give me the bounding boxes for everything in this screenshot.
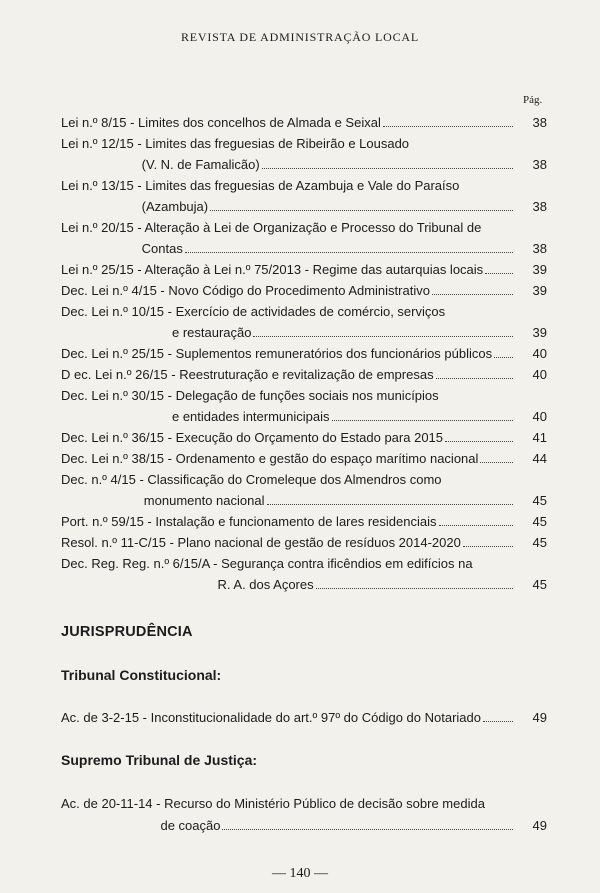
entry-title: Alteração à Lei de Organização e Processo do Tribunal de [144, 220, 482, 235]
entry-page-number: 45 [532, 577, 547, 592]
entry-title: Suplementos remuneratórios dos funcionários públicos [175, 346, 493, 361]
dot-leader [332, 408, 513, 421]
entry-page-number: 39 [532, 262, 547, 277]
dot-leader [436, 366, 513, 379]
dot-leader [494, 345, 513, 358]
dot-leader [463, 534, 513, 547]
entry-reference: Lei n.º 20/15 [61, 220, 134, 235]
index-entry [61, 301, 547, 343]
entry-separator: - [126, 115, 139, 130]
entry-title: Segurança contra ificêndios em edifícios na [221, 556, 473, 571]
entry-title-continuation: e entidades intermunicipais [171, 409, 330, 424]
dot-leader [222, 817, 513, 830]
entry-separator: - [152, 796, 165, 811]
entry-page-number: 39 [532, 283, 547, 298]
index-entry [61, 553, 547, 595]
entry-title: Limites das freguesias de Azambuja e Vale do Paraíso [145, 178, 460, 193]
section-title-jurisprudence: JURISPRUDÊNCIA [61, 624, 193, 640]
dot-leader [432, 282, 513, 295]
court-entries-supreme [61, 793, 547, 837]
page-column-label: Pág. [523, 94, 543, 106]
entry-reference: Dec. Lei n.º 36/15 [61, 430, 165, 445]
entry-separator: - [133, 262, 145, 277]
index-entry [61, 343, 547, 364]
dot-leader [267, 492, 514, 505]
entry-reference: Lei n.º 13/15 [61, 178, 134, 193]
entry-title: Reestruturação e revitalização de empresas [179, 367, 434, 382]
entry-page-number: 49 [532, 710, 547, 725]
entry-reference: Dec. Lei n.º 25/15 [61, 346, 165, 361]
entry-title-continuation: e restauração [171, 325, 252, 340]
entry-separator: - [165, 535, 178, 550]
entry-title: Limites dos concelhos de Almada e Seixal [138, 115, 381, 130]
entry-page-number: 41 [532, 430, 547, 445]
entry-reference: D ec. Lei n.º 26/15 [61, 367, 168, 382]
entry-reference: Dec. Reg. Reg. n.º 6/15/A [61, 556, 210, 571]
index-entry [61, 469, 547, 511]
entry-separator: - [164, 304, 176, 319]
dot-leader [185, 240, 513, 253]
entry-title: Exercício de actividades de comércio, serviços [175, 304, 446, 319]
entry-reference: Dec. Lei n.º 30/15 [61, 388, 165, 403]
index-entry [61, 532, 547, 553]
entry-reference: Dec. Lei n.º 38/15 [61, 451, 165, 466]
entry-page-number: 38 [532, 241, 547, 256]
entry-reference: Ac. de 20-11-14 [61, 796, 153, 811]
entry-separator: - [209, 556, 222, 571]
entry-page-number: 38 [532, 157, 547, 172]
dot-leader [316, 576, 513, 589]
entry-separator: - [164, 451, 176, 466]
entry-reference: Resol. n.º 11-C/15 [61, 535, 166, 550]
entry-title: Recurso do Ministério Público de decisão sobre medida [164, 796, 485, 811]
entry-page-number: 45 [532, 493, 547, 508]
dot-leader [439, 513, 514, 526]
index-entry [61, 793, 547, 837]
entry-separator: - [143, 514, 156, 529]
index-entry [61, 364, 547, 385]
entry-reference: Ac. de 3-2-15 [61, 710, 140, 725]
index-entry [61, 427, 547, 448]
index-entry [61, 217, 547, 259]
dot-leader [253, 324, 513, 337]
entry-separator: - [156, 283, 169, 298]
court-heading-constitutional: Tribunal Constitucional: [61, 667, 222, 683]
dot-leader [480, 450, 513, 463]
entry-page-number: 45 [532, 535, 547, 550]
dot-leader [262, 156, 513, 169]
index-entry [61, 511, 547, 532]
entry-page-number: 44 [532, 451, 547, 466]
entry-page-number: 40 [532, 409, 547, 424]
entry-separator: - [164, 346, 176, 361]
entry-title-continuation: (V. N. de Famalicão) [141, 157, 260, 172]
entry-title: Instalação e funcionamento de lares residenciais [155, 514, 437, 529]
entry-page-number: 38 [532, 199, 547, 214]
court-entries-constitutional [61, 707, 547, 729]
index-entry [61, 175, 547, 217]
entry-separator: - [135, 472, 148, 487]
entry-title-continuation: Contas [141, 241, 183, 256]
entry-title-continuation: R. A. dos Açores [217, 577, 314, 592]
entry-page-number: 38 [532, 115, 547, 130]
entry-title-continuation: de coação [160, 818, 221, 833]
court-heading-supreme: Supremo Tribunal de Justiça: [61, 752, 258, 768]
entry-title-continuation: monumento nacional [143, 493, 265, 508]
entry-title: Limites das freguesias de Ribeirão e Lousado [145, 136, 410, 151]
entry-page-number: 39 [532, 325, 547, 340]
index-entry [61, 280, 547, 301]
dot-leader [485, 261, 513, 274]
entry-reference: Port. n.º 59/15 [61, 514, 144, 529]
entry-reference: Dec. Lei n.º 10/15 [61, 304, 165, 319]
entry-reference: Lei n.º 25/15 [61, 262, 134, 277]
entry-title: Inconstitucionalidade do art.º 97º do Código do Notariado [150, 710, 481, 725]
entry-reference: Lei n.º 12/15 [61, 136, 134, 151]
index-entry [61, 448, 547, 469]
page-number: — 140 — [272, 866, 328, 881]
dot-leader [383, 114, 513, 127]
entry-separator: - [133, 178, 146, 193]
entry-title: Novo Código do Procedimento Administrativo [168, 283, 430, 298]
index-entry [61, 259, 547, 280]
entry-reference: Lei n.º 8/15 [61, 115, 127, 130]
entry-title: Plano nacional de gestão de resíduos 2014-2020 [177, 535, 461, 550]
entry-title: Alteração à Lei n.º 75/2013 - Regime das autarquias locais [144, 262, 484, 277]
entry-separator: - [133, 136, 146, 151]
entry-page-number: 40 [532, 346, 547, 361]
entry-page-number: 49 [532, 818, 547, 833]
index-entry [61, 133, 547, 175]
entry-separator: - [133, 220, 145, 235]
entry-separator: - [167, 367, 180, 382]
entry-title: Delegação de funções sociais nos municípios [175, 388, 439, 403]
entry-page-number: 40 [532, 367, 547, 382]
dot-leader [210, 198, 513, 211]
entry-title: Execução do Orçamento do Estado para 2015 [175, 430, 444, 445]
entry-title: Ordenamento e gestão do espaço marítimo nacional [175, 451, 479, 466]
entry-separator: - [139, 710, 151, 725]
entry-title: Classificação do Cromeleque dos Almendros como [147, 472, 442, 487]
entry-page-number: 45 [532, 514, 547, 529]
index-entry [61, 707, 547, 729]
entry-separator: - [164, 430, 176, 445]
running-title: REVISTA DE ADMINISTRAÇÃO LOCAL [180, 30, 420, 44]
dot-leader [483, 709, 513, 722]
legislation-index [61, 112, 547, 595]
entry-separator: - [164, 388, 176, 403]
index-entry [61, 112, 547, 133]
dot-leader [445, 429, 513, 442]
entry-title-continuation: (Azambuja) [141, 199, 209, 214]
entry-reference: Dec. Lei n.º 4/15 [61, 283, 157, 298]
index-entry [61, 385, 547, 427]
entry-reference: Dec. n.º 4/15 [61, 472, 136, 487]
